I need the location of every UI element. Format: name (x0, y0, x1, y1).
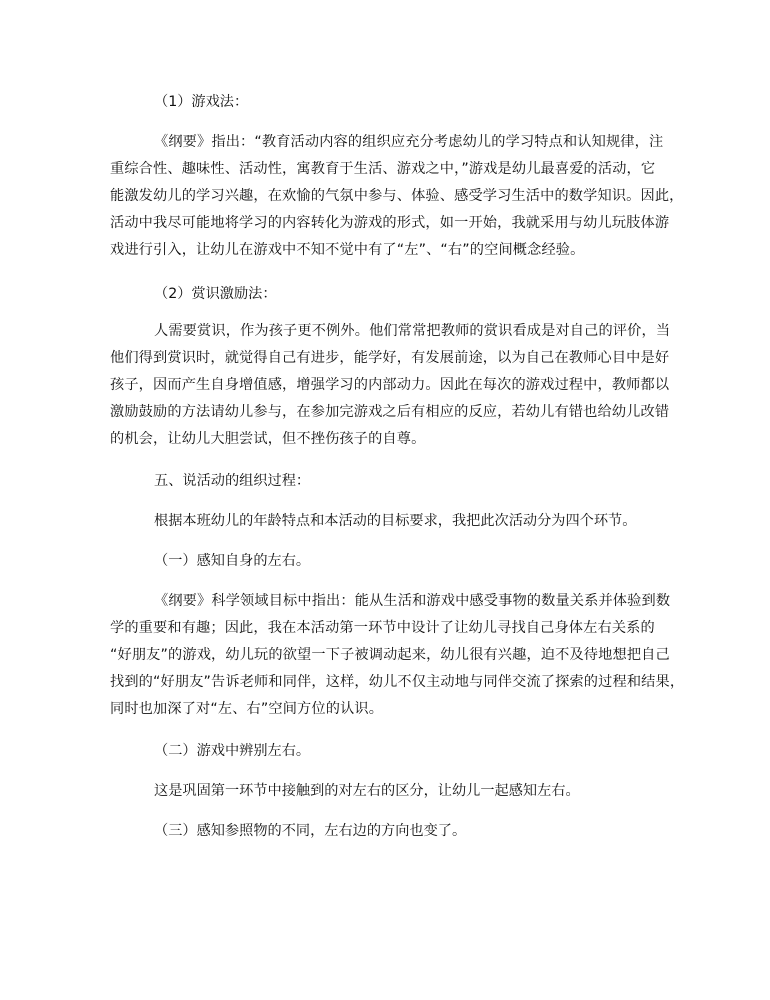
paragraph-game-method (110, 129, 684, 264)
paragraph-line: 重综合性、趣味性、活动性，寓教育于生活、游戏之中，”游戏是幼儿最喜爱的活动，它 (110, 161, 656, 177)
paragraph-line: 激励鼓励的方法请幼儿参与，在参加完游戏之后有相应的反应，若幼儿有错也给幼儿改错 (110, 404, 670, 420)
paragraph-line: 他们得到赏识时，就觉得自己有进步，能学好，有发展前途，以为自己在教师心目中是好 (110, 350, 670, 366)
paragraph-line: 人需要赏识，作为孩子更不例外。他们常常把教师的赏识看成是对自己的评价，当 (154, 323, 671, 339)
paragraph-line: 戏进行引入，让幼儿在游戏中不知不觉中有了“左”、“右”的空间概念经验。 (110, 242, 585, 258)
heading-stage-one: （一）感知自身的左右。 (154, 553, 311, 569)
paragraph-line: 同时也加深了对“左、右”空间方位的认识。 (110, 701, 384, 717)
heading-stage-two: （二）游戏中辨别左右。 (154, 743, 311, 759)
heading-appreciation-method: （2）赏识激励法： (154, 286, 277, 302)
paragraph-line: 找到的“好朋友”告诉老师和同伴，这样，幼儿不仅主动地与同伴交流了探索的过程和结果， (110, 674, 685, 690)
paragraph-stage-one (110, 588, 685, 723)
paragraph-line: 的机会，让幼儿大胆尝试，但不挫伤孩子的自尊。 (110, 431, 426, 447)
paragraph-line: “好朋友”的游戏，幼儿玩的欲望一下子被调动起来，幼儿很有兴趣，迫不及待地想把自己 (110, 647, 670, 663)
heading-section-five: 五、说活动的组织过程： (154, 473, 311, 489)
paragraph-stage-two: 这是巩固第一环节中接触到的对左右的区分，让幼儿一起感知左右。 (154, 783, 580, 799)
paragraph-line: 学的重要和有趣；因此，我在本活动第一环节中设计了让幼儿寻找自己身体左右关系的 (110, 620, 655, 636)
heading-game-method: （1）游戏法： (154, 94, 249, 110)
paragraph-line: 活动中我尽可能地将学习的内容转化为游戏的形式，如一开始，我就采用与幼儿玩肢体游 (110, 215, 670, 231)
paragraph-line: 《纲要》指出：“教育活动内容的组织应充分考虑幼儿的学习特点和认知规律，注 (154, 134, 664, 150)
paragraph-four-stages: 根据本班幼儿的年龄特点和本活动的目标要求，我把此次活动分为四个环节。 (154, 513, 637, 529)
paragraph-line: 孩子，因而产生自身增值感，增强学习的内部动力。因此在每次的游戏过程中，教师都以 (110, 377, 670, 393)
paragraph-line: 《纲要》科学领域目标中指出：能从生活和游戏中感受事物的数量关系并体验到数 (154, 593, 671, 609)
paragraph-line: 能激发幼儿的学习兴趣，在欢愉的气氛中参与、体验、感受学习生活中的数学知识。因此， (110, 188, 684, 204)
paragraph-appreciation-method (110, 318, 670, 453)
heading-stage-three: （三）感知参照物的不同，左右边的方向也变了。 (154, 823, 467, 839)
